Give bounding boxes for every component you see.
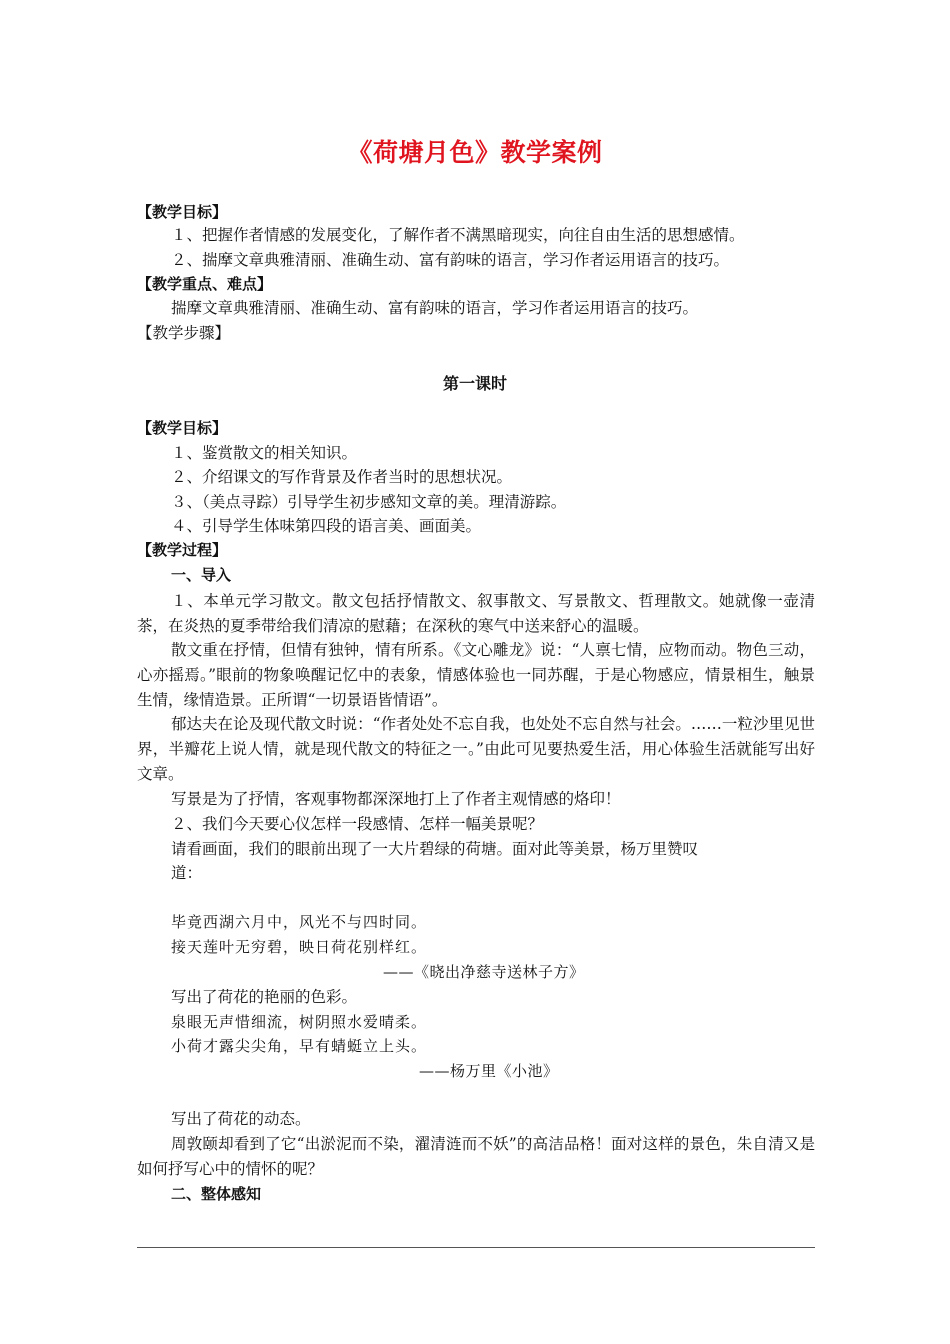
note-1: 写出了荷花的艳丽的色彩。	[171, 988, 358, 1006]
goal-item-1: １、把握作者情感的发展变化，了解作者不满黑暗现实，向往自由生活的思想感情。	[171, 226, 745, 244]
goals-heading: 【教学目标】	[137, 203, 228, 221]
key-points-heading: 【教学重点、难点】	[137, 275, 273, 293]
poem1-source: ——《晓出净慈寺送林子方》	[383, 963, 585, 981]
paragraph-7: 周敦颐却看到了它“出淤泥而不染，濯清涟而不妖”的高洁品格！面对这样的景色，朱自清又是如何抒写心中的情怀的呢？	[137, 1135, 815, 1178]
paragraph-6a: 请看画面，我们的眼前出现了一大片碧绿的荷塘。面对此等美景，杨万里赞叹	[171, 840, 699, 858]
lesson-goal-3: ３、（美点寻踪）引导学生初步感知文章的美。理清游踪。	[171, 493, 567, 511]
paragraph-1: １、本单元学习散文。散文包括抒情散文、叙事散文、写景散文、哲理散文。她就像一壶清茶，在炎热的夏季带给我们清凉的慰藉；在深秋的寒气中送来舒心的温暖。	[137, 592, 815, 635]
goal-item-2: ２、揣摩文章典雅清丽、准确生动、富有韵味的语言，学习作者运用语言的技巧。	[171, 251, 730, 269]
paragraph-5: ２、我们今天要心仪怎样一段感情、怎样一幅美景呢？	[171, 815, 544, 833]
paragraph-3: 郁达夫在论及现代散文时说：“作者处处不忘自我，也处处不忘自然与社会。……一粒沙里见世界，半瓣花上说人情，就是现代散文的特征之一。”由此可见要热爱生活，用心体验生活就能写出好文章。	[137, 715, 815, 783]
process-heading: 【教学过程】	[137, 541, 228, 559]
lesson-goal-2: ２、介绍课文的写作背景及作者当时的思想状况。	[171, 468, 513, 486]
footer-rule	[137, 1247, 815, 1248]
poem2-source: ——杨万里《小池》	[419, 1062, 559, 1080]
document-title: 《荷塘月色》教学案例	[347, 138, 603, 167]
poem2-line-1: 泉眼无声惜细流，树阴照水爱晴柔。	[171, 1013, 428, 1031]
poem1-line-1: 毕竟西湖六月中，风光不与四时同。	[171, 913, 428, 931]
paragraph-2: 散文重在抒情，但情有独钟，情有所系。《文心雕龙》说：“人禀七情，应物而动。物色三动，心亦摇焉。”眼前的物象唤醒记忆中的表象，情感体验也一同苏醒，于是心物感应，情景相生，触景生情，缘情造景。正所谓“一切景语皆情语”。	[137, 641, 815, 709]
note-2: 写出了荷花的动态。	[171, 1110, 311, 1128]
poem2-line-2: 小荷才露尖尖角，早有蜻蜓立上头。	[171, 1037, 428, 1055]
steps-heading: 【教学步骤】	[137, 324, 231, 342]
lesson-goal-1: １、鉴赏散文的相关知识。	[171, 444, 358, 462]
lesson-goals-heading: 【教学目标】	[137, 419, 228, 437]
paragraph-6b: 道：	[171, 864, 203, 882]
overall-heading: 二、整体感知	[171, 1185, 262, 1203]
intro-heading: 一、导入	[171, 566, 232, 584]
paragraph-4: 写景是为了抒情，客观事物都深深地打上了作者主观情感的烙印！	[171, 790, 621, 808]
key-points-text: 揣摩文章典雅清丽、准确生动、富有韵味的语言，学习作者运用语言的技巧。	[171, 299, 699, 317]
poem1-line-2: 接天莲叶无穷碧，映日荷花别样红。	[171, 938, 428, 956]
lesson-goal-4: ４、引导学生体味第四段的语言美、画面美。	[171, 517, 482, 535]
lesson-title: 第一课时	[442, 374, 507, 393]
